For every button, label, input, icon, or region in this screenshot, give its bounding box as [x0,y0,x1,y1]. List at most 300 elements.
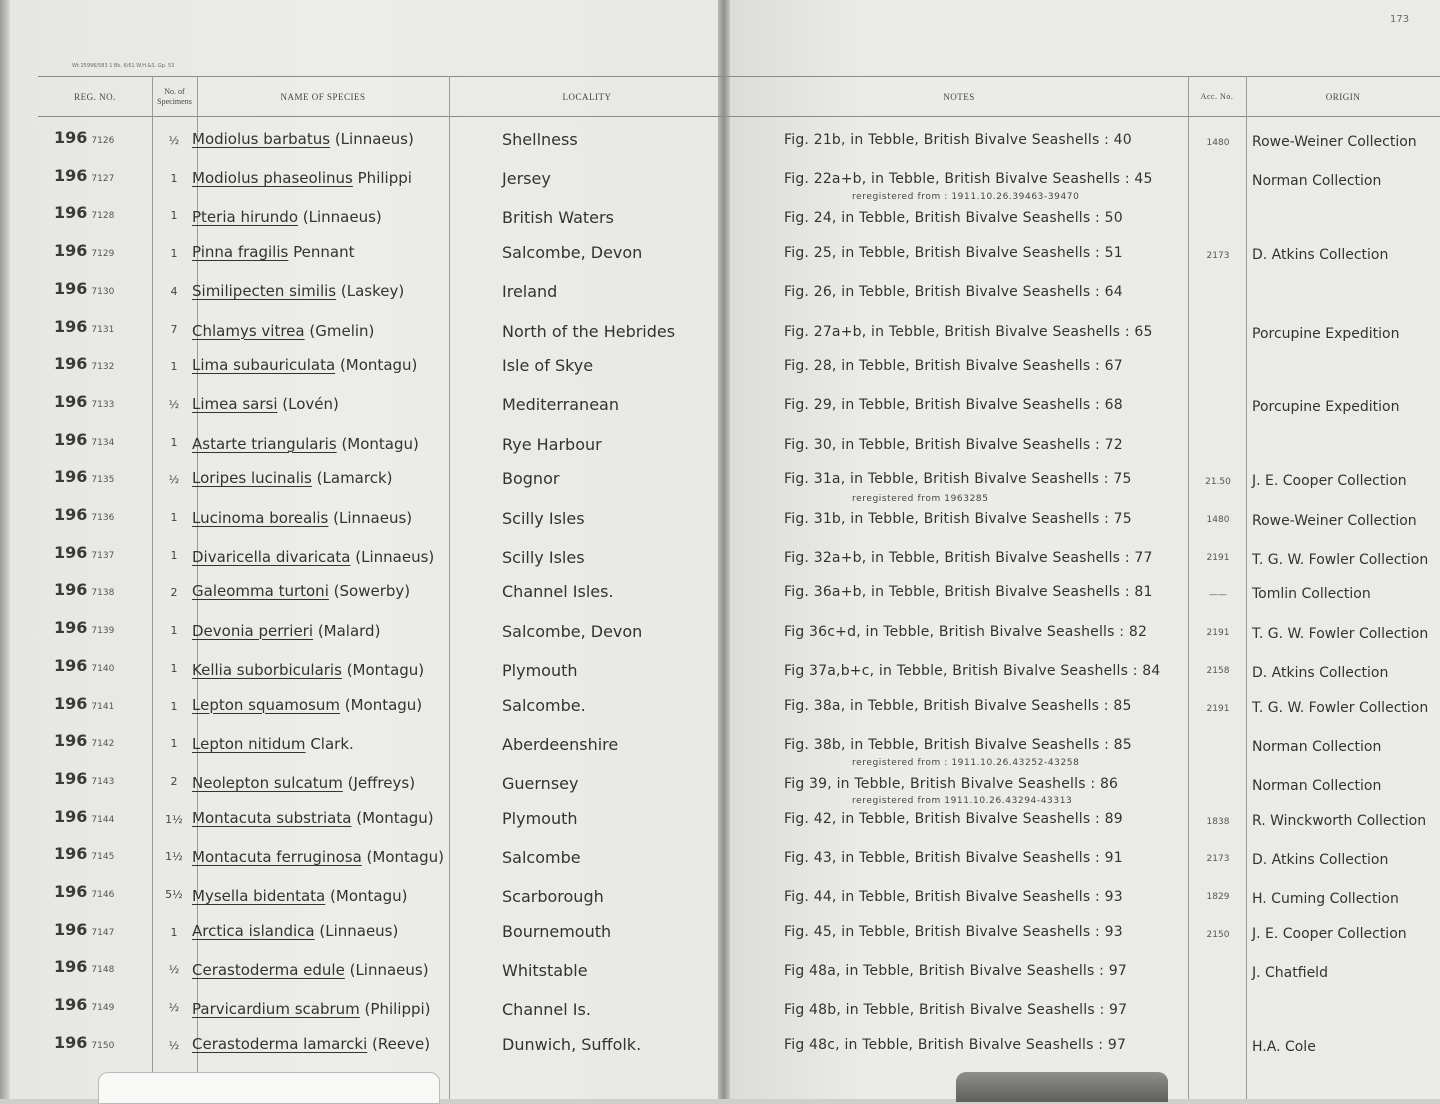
species-name [192,243,354,261]
reg-number [54,618,114,637]
reg-prefix: 196 [54,693,88,713]
reg-suffix: 7146 [91,890,115,900]
origin: Norman Collection [1252,738,1382,755]
species-name [192,356,417,374]
species-name [192,1000,431,1018]
ledger-row [0,725,1440,762]
species-name [192,469,393,487]
species-authority: Philippi [357,169,412,188]
specimen-count: 1 [170,171,178,185]
species-binomial: Chlamys vitrea [192,321,305,340]
reg-number [54,543,114,562]
acc-number: 21.50 [1205,477,1231,488]
origin: J. E. Cooper Collection [1252,473,1407,490]
reg-suffix: 7126 [91,136,115,146]
locality: Scarborough [502,887,604,906]
specimen-count: 1 [170,661,178,675]
reg-suffix: 7140 [91,663,115,674]
notes: Fig. 38b, in Tebble, British Bivalve Seashells : 85 [784,736,1132,753]
reregistered-note: reregistered from : 1911.10.26.43252-43258 [852,757,1080,768]
species-authority: (Montagu) [339,356,418,375]
acc-number: —— [1209,590,1227,601]
ledger-row [0,235,1440,272]
locality: Guernsey [502,773,579,793]
notes: Fig 48c, in Tebble, British Bivalve Seashells : 97 [784,1036,1127,1053]
ledger-row [0,1027,1440,1064]
page-number: 173 [1390,14,1410,25]
species-binomial: Lepton nitidum [192,734,306,753]
reg-suffix: 7145 [91,852,115,863]
species-name [192,887,407,905]
species-authority: (Linnaeus) [349,960,429,979]
locality: Plymouth [502,808,578,828]
reg-suffix: 7131 [91,324,115,335]
reg-number [54,995,114,1014]
species-authority: (Reeve) [372,1034,431,1053]
species-binomial: Similipecten similis [192,282,337,301]
ledger-row [0,574,1440,611]
species-name [192,395,339,413]
reg-number [54,354,114,373]
acc-number: 2191 [1206,703,1230,714]
species-name [192,622,380,640]
acc-number: 1838 [1206,816,1230,827]
header-locality: LOCALITY [562,92,612,102]
reg-number [54,392,114,411]
specimen-count: ½ [168,397,180,411]
species-binomial: Astarte triangularis [192,434,337,453]
specimen-count: 1 [170,548,178,562]
reg-number [54,279,114,298]
notes: Fig 36c+d, in Tebble, British Bivalve Seashells : 82 [784,623,1148,640]
reg-number [54,694,114,713]
reg-prefix: 196 [54,618,88,638]
species-authority: (Linnaeus) [333,508,413,527]
species-authority: (Montagu) [344,695,423,714]
ledger-row [0,876,1440,913]
species-authority: (Jeffreys) [347,773,416,792]
species-name [192,322,374,340]
species-name [192,1035,430,1053]
origin: H.A. Cole [1252,1038,1316,1055]
acc-number: 1829 [1206,892,1230,902]
header-top-rule [38,76,1440,77]
notes: Fig. 38a, in Tebble, British Bivalve Seashells : 85 [784,697,1132,714]
species-binomial: Galeomma turtoni [192,582,329,601]
reg-number [54,882,114,901]
reg-prefix: 196 [54,957,88,977]
notes: Fig. 31b, in Tebble, British Bivalve Seashells : 75 [784,510,1132,527]
species-authority: (Lovén) [282,395,339,414]
species-binomial: Kellia suborbicularis [192,660,342,679]
species-name [192,548,434,566]
reg-suffix: 7148 [91,965,115,976]
locality: Channel Isles. [502,582,614,602]
reg-number [54,580,114,599]
notes: Fig 48a, in Tebble, British Bivalve Seashells : 97 [784,962,1127,979]
reg-prefix: 196 [54,995,88,1015]
origin: Norman Collection [1252,777,1382,794]
species-binomial: Devonia perrieri [192,621,314,640]
notes: Fig. 27a+b, in Tebble, British Bivalve Seashells : 65 [784,323,1153,340]
reg-prefix: 196 [54,542,88,562]
species-binomial: Montacuta substriata [192,808,352,827]
locality: Mediterranean [502,395,619,415]
species-binomial: Divaricella divaricata [192,547,351,566]
notes: Fig. 24, in Tebble, British Bivalve Seashells : 50 [784,210,1123,227]
ledger-row [0,951,1440,988]
locality: Jersey [502,169,551,189]
specimen-count: 1 [170,925,178,939]
locality: Bognor [502,469,560,489]
locality: Whitstable [502,960,588,980]
species-authority: Pennant [293,243,355,262]
reg-prefix: 196 [54,655,88,675]
species-authority: (Laskey) [340,282,405,301]
locality: Aberdeenshire [502,734,619,754]
species-name [192,774,415,792]
specimen-count: 1 [170,360,178,374]
species-name [192,961,429,979]
reg-prefix: 196 [54,128,88,147]
locality: Plymouth [502,660,578,680]
species-name [192,661,424,679]
reg-suffix: 7149 [91,1003,115,1014]
locality: Rye Harbour [502,434,602,454]
reg-prefix: 196 [54,1032,88,1052]
reg-suffix: 7139 [91,626,115,637]
species-authority: (Montagu) [356,808,434,827]
species-binomial: Pinna fragilis [192,243,289,262]
ledger-row [0,612,1440,649]
species-binomial: Cerastoderma edule [192,960,345,979]
reg-number [54,920,114,939]
notes: Fig. 26, in Tebble, British Bivalve Seashells : 64 [784,284,1123,301]
paper-clip-left [98,1072,440,1104]
origin: J. Chatfield [1252,964,1328,981]
species-name [192,809,434,827]
reg-prefix: 196 [54,316,88,336]
acc-number: 2191 [1206,628,1230,639]
species-binomial: Lucinoma borealis [192,508,329,527]
paper-clip-right [956,1072,1168,1102]
reg-suffix: 7134 [91,437,115,448]
species-name [192,130,414,148]
header-name-of-species: NAME OF SPECIES [280,92,366,102]
header-origin: ORIGIN [1325,92,1361,102]
species-name [192,208,382,226]
ledger-row [0,424,1440,461]
notes: Fig. 25, in Tebble, British Bivalve Seashells : 51 [784,245,1123,262]
origin: T. G. W. Fowler Collection [1252,699,1429,716]
specimen-count: 1 [170,247,178,261]
reg-number [54,505,114,524]
species-binomial: Arctica islandica [192,921,315,940]
reg-prefix: 196 [54,505,88,524]
origin: Tomlin Collection [1252,586,1371,603]
acc-number: 2173 [1206,251,1230,262]
acc-number: 2158 [1206,665,1230,676]
acc-number: 2150 [1206,929,1230,940]
species-authority: (Gmelin) [309,321,375,340]
specimen-count: 2 [170,774,178,788]
locality: Isle of Skye [502,356,594,376]
ledger-row [0,537,1440,574]
specimen-count: 1 [170,511,178,524]
header-reg-no: REG. NO. [74,92,116,102]
species-authority: (Linnaeus) [355,547,435,566]
species-authority: Clark. [310,734,354,753]
reg-suffix: 7150 [91,1040,115,1051]
notes: Fig 48b, in Tebble, British Bivalve Seashells : 97 [784,1002,1128,1019]
origin: D. Atkins Collection [1252,664,1389,681]
notes: Fig. 42, in Tebble, British Bivalve Seashells : 89 [784,810,1123,827]
species-authority: (Lamarck) [316,469,393,488]
ledger-row [0,461,1440,498]
reg-suffix: 7135 [91,475,115,486]
header-notes: NOTES [943,92,975,102]
ledger-row [0,688,1440,725]
species-name [192,169,412,187]
specimen-count: ½ [168,1038,180,1052]
locality: Salcombe, Devon [502,621,643,641]
reg-number [54,317,114,336]
reg-prefix: 196 [54,391,88,411]
locality: North of the Hebrides [502,321,676,341]
reg-suffix: 7132 [91,362,115,373]
origin: D. Atkins Collection [1252,851,1389,868]
species-authority: (Montagu) [330,887,408,905]
printer-imprint: Wt.25996/583 1 Bk. 6/61 W.H.&S. Gp. 53 [72,63,175,69]
reg-prefix: 196 [54,165,88,185]
reregistered-note: reregistered from 1963285 [852,494,989,504]
ledger-row [0,650,1440,687]
locality: Shellness [502,130,578,149]
origin: Rowe-Weiner Collection [1252,512,1417,529]
species-binomial: Parvicardium scabrum [192,1000,360,1019]
notes: Fig. 45, in Tebble, British Bivalve Seashells : 93 [784,923,1123,940]
reg-prefix: 196 [54,203,88,223]
reg-suffix: 7136 [91,513,115,523]
reg-prefix: 196 [54,241,88,261]
reg-suffix: 7133 [91,399,115,410]
reregistered-note: reregistered from 1911.10.26.43294-43313 [852,795,1073,806]
species-authority: (Linnaeus) [319,921,399,940]
origin: R. Winckworth Collection [1252,812,1427,829]
reg-prefix: 196 [54,354,88,374]
species-binomial: Mysella bidentata [192,887,326,905]
header-bottom-rule [38,116,1440,117]
reg-suffix: 7129 [91,249,115,260]
reg-prefix: 196 [54,429,88,449]
reg-prefix: 196 [54,278,88,298]
ledger-row [0,311,1440,348]
reg-suffix: 7143 [91,776,115,787]
locality: Bournemouth [502,921,612,941]
reg-number [54,807,114,826]
species-name [192,582,410,600]
reg-prefix: 196 [54,806,88,826]
specimen-count: 4 [170,284,178,298]
specimen-count: 1 [170,624,178,638]
ledger-row [0,989,1440,1026]
origin: T. G. W. Fowler Collection [1252,625,1429,642]
specimen-count: 1½ [165,812,183,826]
reg-prefix: 196 [54,919,88,939]
species-name [192,435,419,453]
ledger-row [0,914,1440,951]
reg-suffix: 7147 [91,927,115,938]
species-binomial: Lepton squamosum [192,695,340,714]
specimen-count: 1½ [165,850,183,864]
specimen-count: ½ [168,1001,180,1015]
species-binomial: Loripes lucinalis [192,469,312,488]
acc-number: 1480 [1206,515,1230,525]
species-binomial: Modiolus barbatus [192,130,331,148]
header-no-of-specimens: No. of Specimens [157,87,192,106]
ledger-row [0,273,1440,310]
species-authority: (Philippi) [364,1000,431,1019]
species-name [192,922,398,940]
header-acc-no: Acc. No. [1200,92,1234,101]
species-authority: (Malard) [317,621,381,640]
specimen-count: 1 [170,699,178,713]
origin: Porcupine Expedition [1252,325,1400,342]
origin: Porcupine Expedition [1252,399,1400,416]
notes: Fig. 44, in Tebble, British Bivalve Seashells : 93 [784,889,1123,905]
reg-number [54,203,114,222]
notes: Fig. 31a, in Tebble, British Bivalve Seashells : 75 [784,471,1132,488]
reg-suffix: 7144 [91,814,115,825]
reg-number [54,467,114,486]
ledger-row [0,795,1440,838]
species-name [192,735,354,753]
notes: Fig. 29, in Tebble, British Bivalve Seashells : 68 [784,397,1123,414]
locality: Salcombe, Devon [502,243,643,263]
species-binomial: Montacuta ferruginosa [192,847,362,866]
specimen-count: 5½ [165,888,183,901]
species-name [192,696,422,714]
species-name [192,848,444,866]
reg-prefix: 196 [54,768,88,788]
reg-number [54,128,114,147]
species-name [192,282,404,300]
notes: Fig. 30, in Tebble, British Bivalve Seashells : 72 [784,436,1123,453]
specimen-count: ½ [168,963,180,977]
reg-suffix: 7142 [91,739,115,750]
species-authority: (Linnaeus) [334,130,414,148]
notes: Fig. 36a+b, in Tebble, British Bivalve Seashells : 81 [784,584,1153,601]
species-binomial: Modiolus phaseolinus [192,169,353,188]
species-name [192,509,412,527]
notes: Fig. 32a+b, in Tebble, British Bivalve Seashells : 77 [784,549,1153,566]
ledger-row [0,192,1440,234]
ledger-row [0,494,1440,536]
reg-number [54,957,114,976]
acc-number: 1480 [1206,138,1230,148]
locality: Scilly Isles [502,508,585,528]
specimen-count: 1 [170,435,178,449]
origin: Norman Collection [1252,173,1382,190]
locality: British Waters [502,208,614,228]
reg-number [54,241,114,260]
species-binomial: Lima subauriculata [192,356,336,375]
notes: Fig 37a,b+c, in Tebble, British Bivalve Seashells : 84 [784,662,1161,679]
reg-prefix: 196 [54,844,88,864]
specimen-count: ½ [168,473,180,487]
origin: T. G. W. Fowler Collection [1252,551,1429,568]
reg-prefix: 196 [54,731,88,751]
species-binomial: Pteria hirundo [192,208,299,227]
reregistered-note: reregistered from : 1911.10.26.39463-39470 [852,192,1080,203]
reg-number [54,1033,114,1052]
notes: Fig. 21b, in Tebble, British Bivalve Seashells : 40 [784,132,1132,148]
reg-number [54,656,114,675]
origin: J. E. Cooper Collection [1252,925,1407,942]
reg-prefix: 196 [54,467,88,487]
reg-suffix: 7137 [91,550,115,561]
reg-number [54,769,114,788]
species-binomial: Limea sarsi [192,395,278,414]
origin: D. Atkins Collection [1252,247,1389,264]
reg-number [54,844,114,863]
reg-number [54,731,114,750]
species-authority: (Montagu) [346,660,425,679]
species-authority: (Montagu) [366,847,444,866]
reg-number [54,166,114,185]
locality: Salcombe. [502,695,586,715]
specimen-count: 2 [170,586,178,600]
ledger-row [0,757,1440,800]
ledger-row [0,838,1440,875]
species-authority: (Sowerby) [333,582,411,601]
reg-suffix: 7128 [91,211,115,222]
notes: Fig. 22a+b, in Tebble, British Bivalve Seashells : 45 [784,171,1153,188]
specimen-count: 1 [170,737,178,751]
species-binomial: Neolepton sulcatum [192,773,343,792]
notes: Fig 39, in Tebble, British Bivalve Seashells : 86 [784,775,1119,792]
ledger-row [0,122,1440,159]
locality: Ireland [502,282,558,302]
specimen-count: ½ [168,134,180,147]
locality: Salcombe [502,847,581,867]
reg-suffix: 7130 [91,286,115,297]
reg-prefix: 196 [54,580,88,600]
reg-prefix: 196 [54,882,88,901]
acc-number: 2173 [1206,854,1230,865]
species-authority: (Linnaeus) [302,208,382,227]
reg-suffix: 7138 [91,588,115,599]
locality: Dunwich, Suffolk. [502,1034,642,1054]
reg-suffix: 7141 [91,701,115,712]
notes: Fig. 43, in Tebble, British Bivalve Seashells : 91 [784,849,1123,866]
acc-number: 2191 [1206,552,1230,563]
species-authority: (Montagu) [341,434,419,453]
ledger-row [0,348,1440,385]
notes: Fig. 28, in Tebble, British Bivalve Seashells : 67 [784,358,1123,375]
origin: H. Cuming Collection [1252,891,1399,907]
species-binomial: Cerastoderma lamarcki [192,1034,368,1053]
locality: Scilly Isles [502,547,585,567]
reg-number [54,430,114,449]
ledger-row [0,386,1440,423]
reg-suffix: 7127 [91,173,115,184]
origin: Rowe-Weiner Collection [1252,134,1417,150]
ledger-row [0,160,1440,197]
specimen-count: 1 [170,209,178,223]
specimen-count: 7 [170,322,178,336]
locality: Channel Is. [502,1000,591,1020]
